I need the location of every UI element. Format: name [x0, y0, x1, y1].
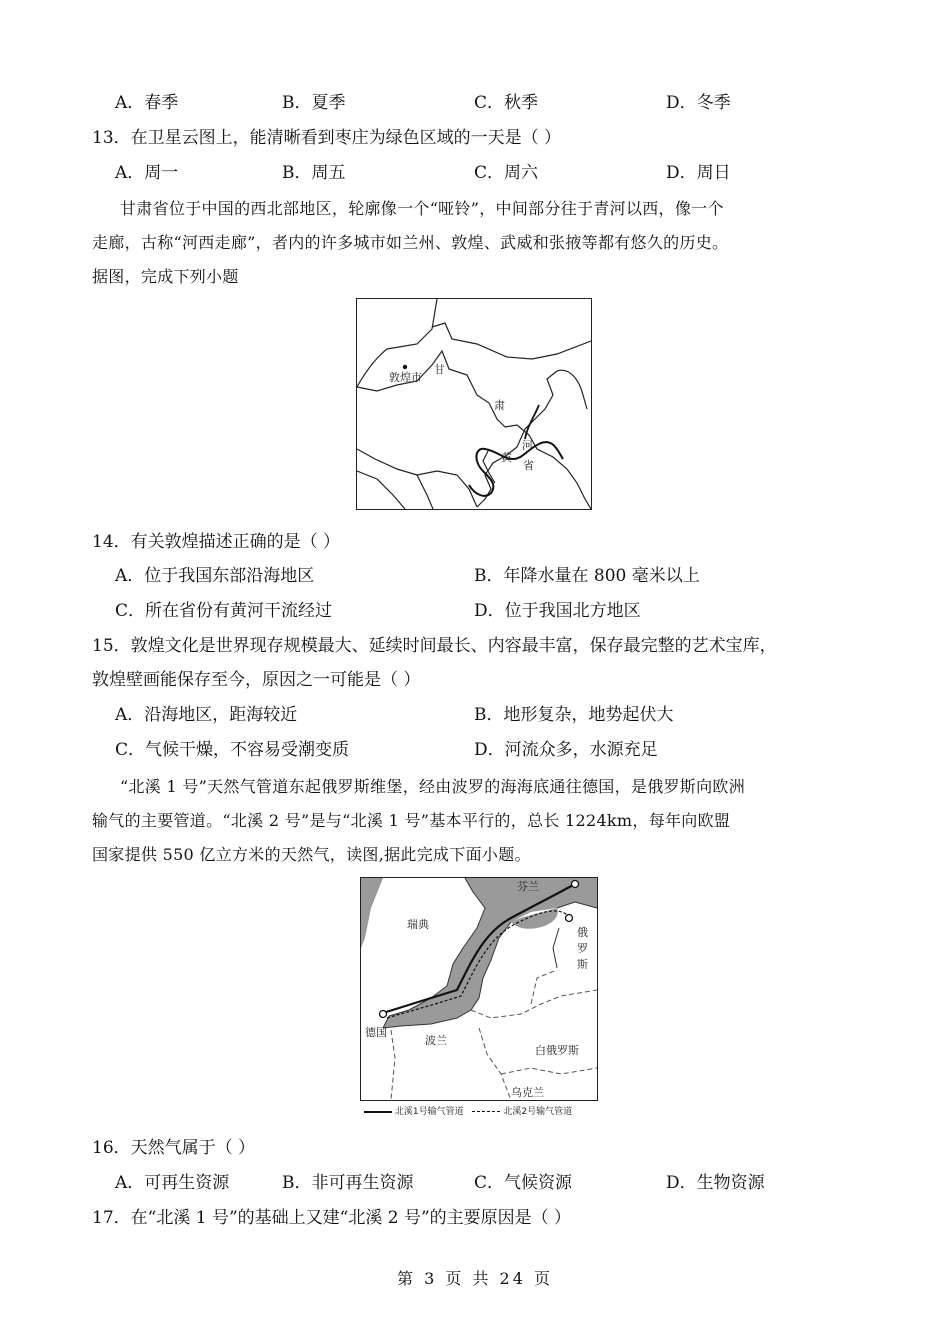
map2-label-germany: 德国 [365, 1026, 387, 1039]
q14-option-b: B．年降水量在 800 毫米以上 [474, 566, 700, 586]
q13-option-b: B．周五 [282, 163, 346, 183]
q12-option-d: D．冬季 [666, 93, 731, 113]
q15-option-b: B．地形复杂，地势起伏大 [474, 705, 674, 725]
q16-option-d: D．生物资源 [666, 1173, 765, 1193]
page-footer: 第 3 页 共 24 页 [397, 1269, 553, 1288]
ust-luga-endpoint-icon [566, 915, 573, 922]
q16-option-c: C．气候资源 [474, 1173, 573, 1193]
map1-label-sheng: 省 [523, 459, 534, 472]
q17-stem: 17．在“北溪 1 号”的基础上又建“北溪 2 号”的主要原因是（ ） [92, 1208, 572, 1228]
q14-option-c: C．所在省份有黄河干流经过 [115, 601, 333, 621]
passage-gansu-line-3: 据图，完成下列小题 [92, 267, 239, 286]
q12-option-a: A．春季 [115, 93, 179, 113]
dunhuang-dot-icon [403, 365, 407, 369]
q13-option-c: C．周六 [474, 163, 539, 183]
map2-legend [364, 1104, 572, 1117]
map2-label-finland: 芬兰 [517, 880, 539, 893]
passage-nordstream-line-1: “北溪 1 号”天然气管道东起俄罗斯维堡，经由波罗的海海底通往德国，是俄罗斯向欧洲 [120, 777, 746, 796]
passage-nordstream-line-2: 输气的主要管道。“北溪 2 号”是与“北溪 1 号”基本平行的，总长 1224km，每年向欧盟 [92, 811, 731, 830]
map1-label-he: 河 [522, 439, 533, 452]
map2-label-sweden: 瑞典 [407, 918, 429, 931]
q14-option-d: D．位于我国北方地区 [474, 601, 641, 621]
q15-stem-line-2: 敦煌壁画能保存至今，原因之一可能是（ ） [92, 670, 421, 690]
q14-stem: 14．有关敦煌描述正确的是（ ） [92, 532, 341, 552]
legend-ns2-label: 北溪2号输气管道 [503, 1107, 573, 1117]
nordstream-map [360, 877, 598, 1101]
q15-option-c: C．气候干燥，不容易受潮变质 [115, 740, 350, 760]
map1-label-gan: 甘 [434, 363, 445, 376]
q12-option-c: C．秋季 [474, 93, 539, 113]
map1-label-su: 肃 [494, 399, 505, 412]
map2-label-russia-2: 罗 [577, 942, 588, 955]
q15-stem-line-1: 15．敦煌文化是世界现存规模最大、延续时间最长、内容最丰富，保存最完整的艺术宝库， [92, 636, 777, 656]
map2-label-belarus: 白俄罗斯 [535, 1044, 579, 1057]
map2-label-russia-1: 俄 [577, 926, 588, 939]
q12-option-b: B．夏季 [282, 93, 346, 113]
q14-option-a: A．位于我国东部沿海地区 [115, 566, 315, 586]
gansu-map [356, 298, 592, 510]
passage-gansu-line-1: 甘肃省位于中国的西北部地区，轮廓像一个“哑铃”，中间部分往于青河以西，像一个 [120, 199, 724, 218]
legend-ns1-label: 北溪1号输气管道 [394, 1107, 464, 1117]
passage-gansu-line-2: 走廊，古称“河西走廊”，者内的许多城市如兰州、敦煌、武威和张掖等都有悠久的历史。 [92, 233, 729, 252]
passage-gansu [92, 192, 862, 294]
q13-stem: 13．在卫星云图上，能清晰看到枣庄为绿色区域的一天是（ ） [92, 128, 562, 148]
q13-option-d: D．周日 [666, 163, 731, 183]
legend-solid-line-icon [364, 1111, 392, 1113]
germany-endpoint-icon [380, 1011, 387, 1018]
q13-option-a: A．周一 [115, 163, 179, 183]
q16-option-b: B．非可再生资源 [282, 1173, 414, 1193]
q15-option-a: A．沿海地区，距海较近 [115, 705, 298, 725]
map2-label-ukraine: 乌克兰 [511, 1086, 544, 1099]
map2-label-russia-3: 斯 [577, 958, 588, 971]
map2-label-poland: 波兰 [425, 1034, 447, 1047]
passage-nordstream-line-3: 国家提供 550 亿立方米的天然气，读图,据此完成下面小题。 [92, 845, 531, 864]
map1-label-dunhuang: 敦煌市 [389, 371, 422, 384]
legend-dashed-line-icon [472, 1111, 500, 1112]
passage-nordstream [92, 770, 862, 872]
map1-label-huang: 黄 [501, 451, 512, 464]
q15-option-d: D．河流众多，水源充足 [474, 740, 658, 760]
q16-option-a: A．可再生资源 [115, 1173, 230, 1193]
q16-stem: 16．天然气属于（ ） [92, 1138, 256, 1158]
vyborg-endpoint-icon [572, 881, 579, 888]
